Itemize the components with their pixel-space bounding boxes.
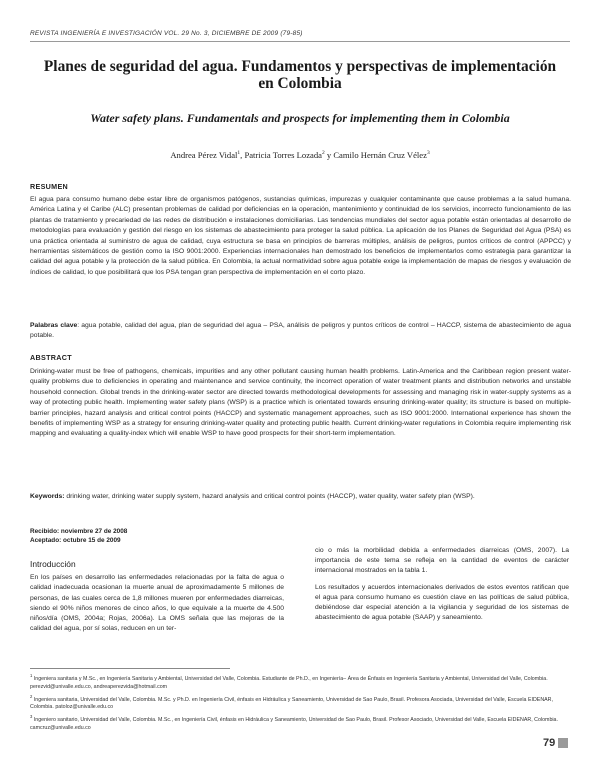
page-number: 79 [543, 737, 556, 749]
page-marker-square [558, 738, 568, 748]
footnotes [30, 672, 571, 734]
author-name: Patricia Torres Lozada [244, 150, 322, 160]
author-separator: , [240, 150, 245, 160]
footnote-marker: 2 [30, 693, 33, 699]
footnote [30, 693, 571, 713]
body-column-right [315, 546, 569, 629]
author-separator: y [324, 150, 334, 160]
body-paragraph: Los resultados y acuerdos internacionales derivados de estos eventos ratifican que el agua para consumo humano es cuestión clave en las políticas de salud pública, debiéndose dar especial atención a la vigilancia y seguridad de los sistemas de abastecimiento de agua potable (SAAP) y saneamiento. [315, 583, 569, 622]
resumen-keywords [30, 321, 571, 342]
title-spanish: Planes de seguridad del agua. Fundamentos y perspectivas de implementación en Colombia [43, 58, 557, 92]
footnote-text: Ingeniera sanitaria, Universidad del Valle, Colombia. M.Sc. y Ph.D. en Ingeniería Civil, énfasis en Hidráulica y Saneamiento, Universidad de Sao Paulo, Brasil. Profesora Asociada, Universidad del Valle, Escuela EIDENAR, Colombia. patoloz@univalle.edu.co [30, 696, 553, 711]
header-divider [30, 41, 570, 42]
keywords-label: Keywords: [30, 493, 65, 500]
running-head: REVISTA INGENIERÍA E INVESTIGACIÓN VOL. 29 No. 3, DICIEMBRE DE 2009 (79-85) [30, 30, 303, 37]
keywords-text: : agua potable, calidad del agua, plan de seguridad del agua – PSA, análisis de peligros y puntos críticos de control – HACCP, sistema de abastecimiento de agua potable. [30, 322, 571, 340]
article-dates [30, 527, 127, 545]
body-paragraph: cio o más la morbilidad debida a enfermedades diarreicas (OMS, 2007). La importancia de este tema se refleja en la cantidad de eventos de carácter internacional mostrados en la tabla 1. [315, 547, 569, 575]
keywords-label: Palabras clave [30, 322, 78, 329]
footnote-marker: 3 [30, 714, 33, 720]
abstract-heading: ABSTRACT [30, 353, 72, 362]
received-date: Recibido: noviembre 27 de 2008 [30, 528, 128, 535]
title-english: Water safety plans. Fundamentals and prospects for implementing them in Colombia [90, 111, 510, 125]
footnote-text: Ingeniero sanitario, Universidad del Valle, Colombia. M.Sc., en Ingeniería Civil, énfasis en Hidráulica y Saneamiento, Universidad de Sao Paulo, Brasil. Profesor Asociado, Universidad del Valle, Escuela EIDENAR, Colombia. camcruz@univalle.edu.co [30, 716, 558, 731]
resumen-heading: RESUMEN [30, 182, 69, 191]
body-paragraph: En los países en desarrollo las enfermedades relacionadas por la falta de agua o calidad inadecuada ocasionan la muerte anual de aproximadamente 5 millones de personas, de las cuales cerca de 1,8 millones mueren por enfermedades diarreicas, siendo el 90% niños menores de cinco años, lo que equivale a la muerte de 4.500 niños/día (OMS, 2004a; Rojas, 2006a). La OMS señala que las mejoras de la calidad del agua, por sí solas, reducen en un ter- [30, 574, 284, 633]
keywords-text: drinking water, drinking water supply system, hazard analysis and critical control points (HACCP), water quality, water safety plan (WSP). [64, 493, 475, 500]
author-name: Camilo Hernán Cruz Vélez [333, 150, 427, 160]
footnote [30, 713, 571, 733]
footnote [30, 672, 571, 692]
footnote-text: Ingeniera sanitaria y M.Sc., en Ingeniería Sanitaria y Ambiental, Universidad del Valle, Colombia. Estudiante de Ph.D., en Ingeniería– Área de Énfasis en Ingeniería Sanitaria y Ambiental, Universidad del Valle, Colombia. perezvid@univalle.edu.co, andreaperezvida@hotmail.com [30, 675, 548, 690]
author-list [40, 150, 560, 160]
accepted-date: Aceptado: octubre 15 de 2009 [30, 537, 121, 544]
author-footnote-ref: 3 [426, 150, 430, 157]
body-column-left [30, 551, 284, 640]
resumen-text: El agua para consumo humano debe estar libre de organismos patógenos, sustancias químicas, impurezas y cualquier contaminante que cause problemas a la salud humana. América Latina y el Caribe (ALC) presentan problemas de calidad por deficiencias en la operación, mantenimiento y continuidad de los servicios, incorrecto funcionamiento de las plantas de tratamiento y precariedad de las redes de distribución e instalaciones domiciliarias. Las tendencias mundiales del sector agua potable están orientadas al desarrollo de metodologías para evaluación y gestión del riesgo en los sistemas de abastecimiento para proteger la salud pública. La aplicación de los Planes de Seguridad del Agua (PSA) es una práctica orientada al suministro de agua de calidad, cuya estructura se basa en principios de barreras múltiples, análisis de peligros, puntos críticos de control (APPCC) y herramientas sistemáticos de gestión como la ISO 9001:2000. Experiencias internacionales han demostrado los beneficios de implementarlos como estrategia para garantizar la calidad del agua potable y la protección de la salud pública. En Colombia, la actual normatividad sobre agua potable exige la implementación de mapas de riesgos y evaluación de índices de calidad, lo que posibilitará que los PSA tengan gran perspectiva de implementación en el corto plazo. [30, 196, 571, 276]
author-footnote-ref: 2 [321, 150, 325, 157]
abstract-text: Drinking-water must be free of pathogens, chemicals, impurities and any other pollutant causing human health problems. Latin-America and the Caribbean region present water-quality problems due to deficiencies in operating and maintenance and service continuity, the incorrect operation of water treatment plants and distribution networks and unstable household connection. Global trends in the drinking-water sector are directed towards methodological developments for assessing and managing risk in water-supply systems as a way of protecting public health. Implementing water safety plans (WSP) is a practice which is orientated towards ensuring drinking-water quality; its structure is based on multiple-barrier principles, hazard analysis and critical control points (HACCP) and systematic management approaches, such as ISO 9001:2000. International experience has shown the benefits of implementing WSP as a strategy for ensuring drinking-water quality and protecting public health. Current drinking-water regulations in Colombia require implementing risk mapping and evaluating a quality-index which will enable WSP to have good prospects for their short-term implementation. [30, 368, 571, 438]
introduction-heading: Introducción [30, 559, 76, 569]
footnote-marker: 1 [30, 673, 33, 678]
abstract-keywords [30, 492, 571, 502]
author-footnote-ref: 1 [237, 150, 241, 157]
author-name: Andrea Pérez Vidal [170, 150, 238, 160]
footnote-divider [30, 668, 230, 669]
